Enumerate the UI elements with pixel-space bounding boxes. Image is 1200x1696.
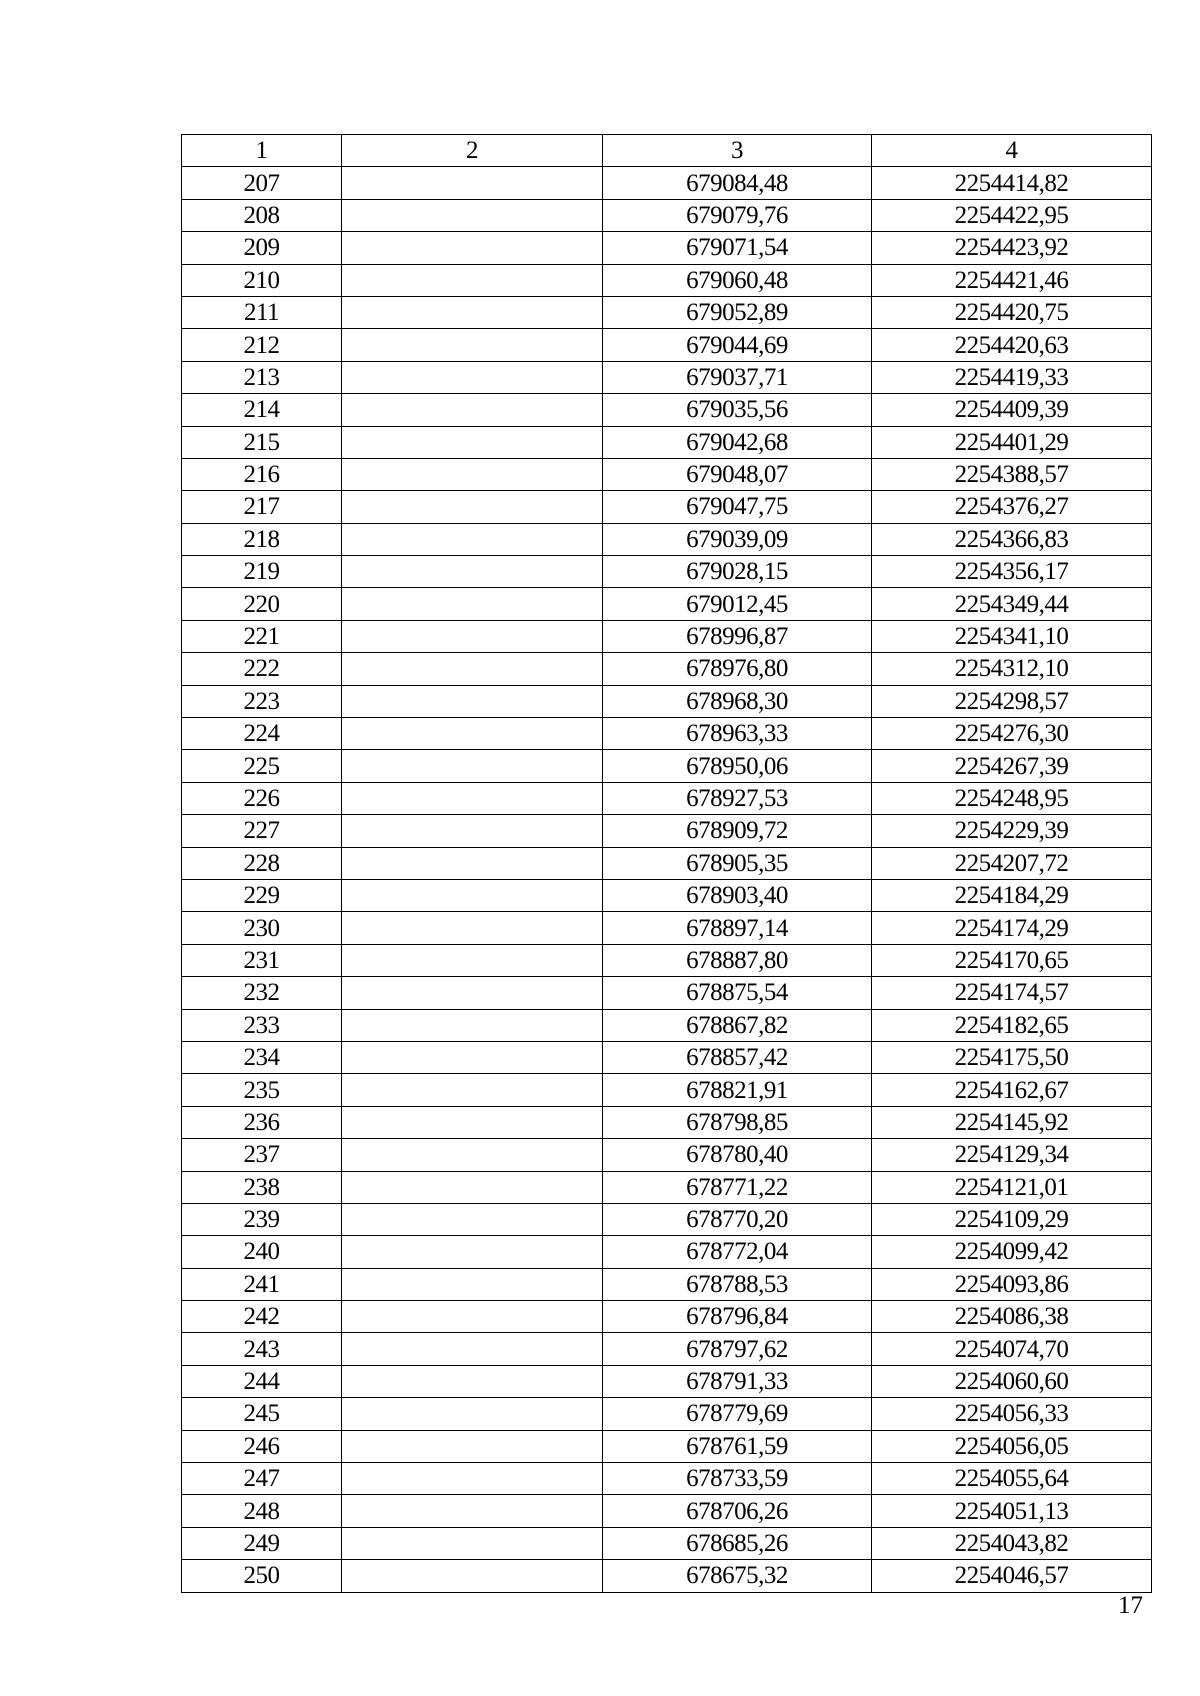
column-2-cell <box>342 556 603 588</box>
table-row <box>182 1171 1152 1203</box>
point-number-cell: 231 <box>182 944 342 976</box>
column-2-cell <box>342 620 603 652</box>
column-2-cell <box>342 1203 603 1235</box>
x-coordinate-cell: 678797,62 <box>603 1333 872 1365</box>
y-coordinate-cell: 2254099,42 <box>872 1236 1152 1268</box>
table-header-row <box>182 135 1152 167</box>
x-coordinate-cell: 678867,82 <box>603 1009 872 1041</box>
y-coordinate-cell: 2254349,44 <box>872 588 1152 620</box>
column-2-cell <box>342 361 603 393</box>
point-number-cell: 220 <box>182 588 342 620</box>
y-coordinate-cell: 2254055,64 <box>872 1463 1152 1495</box>
x-coordinate-cell: 678733,59 <box>603 1463 872 1495</box>
point-number-cell: 213 <box>182 361 342 393</box>
header-cell-4: 4 <box>872 135 1152 167</box>
x-coordinate-cell: 679052,89 <box>603 296 872 328</box>
x-coordinate-cell: 678887,80 <box>603 944 872 976</box>
column-2-cell <box>342 879 603 911</box>
point-number-cell: 236 <box>182 1106 342 1138</box>
x-coordinate-cell: 678788,53 <box>603 1268 872 1300</box>
table-row <box>182 620 1152 652</box>
y-coordinate-cell: 2254129,34 <box>872 1139 1152 1171</box>
x-coordinate-cell: 679048,07 <box>603 458 872 490</box>
point-number-cell: 219 <box>182 556 342 588</box>
table-row <box>182 782 1152 814</box>
y-coordinate-cell: 2254419,33 <box>872 361 1152 393</box>
x-coordinate-cell: 678857,42 <box>603 1041 872 1073</box>
point-number-cell: 237 <box>182 1139 342 1171</box>
y-coordinate-cell: 2254051,13 <box>872 1495 1152 1527</box>
table-row <box>182 1203 1152 1235</box>
x-coordinate-cell: 678770,20 <box>603 1203 872 1235</box>
column-2-cell <box>342 1365 603 1397</box>
column-2-cell <box>342 653 603 685</box>
point-number-cell: 216 <box>182 458 342 490</box>
point-number-cell: 211 <box>182 296 342 328</box>
x-coordinate-cell: 679047,75 <box>603 491 872 523</box>
table-row <box>182 847 1152 879</box>
table-row <box>182 361 1152 393</box>
y-coordinate-cell: 2254174,57 <box>872 977 1152 1009</box>
column-2-cell <box>342 329 603 361</box>
point-number-cell: 229 <box>182 879 342 911</box>
point-number-cell: 247 <box>182 1463 342 1495</box>
y-coordinate-cell: 2254414,82 <box>872 167 1152 199</box>
y-coordinate-cell: 2254276,30 <box>872 718 1152 750</box>
table-row <box>182 1333 1152 1365</box>
y-coordinate-cell: 2254298,57 <box>872 685 1152 717</box>
y-coordinate-cell: 2254162,67 <box>872 1074 1152 1106</box>
y-coordinate-cell: 2254420,63 <box>872 329 1152 361</box>
y-coordinate-cell: 2254312,10 <box>872 653 1152 685</box>
x-coordinate-cell: 678897,14 <box>603 912 872 944</box>
column-2-cell <box>342 1463 603 1495</box>
x-coordinate-cell: 679028,15 <box>603 556 872 588</box>
column-2-cell <box>342 1495 603 1527</box>
column-2-cell <box>342 167 603 199</box>
column-2-cell <box>342 718 603 750</box>
x-coordinate-cell: 678976,80 <box>603 653 872 685</box>
point-number-cell: 242 <box>182 1301 342 1333</box>
column-2-cell <box>342 847 603 879</box>
point-number-cell: 246 <box>182 1430 342 1462</box>
y-coordinate-cell: 2254043,82 <box>872 1527 1152 1559</box>
column-2-cell <box>342 458 603 490</box>
y-coordinate-cell: 2254145,92 <box>872 1106 1152 1138</box>
table-row <box>182 556 1152 588</box>
y-coordinate-cell: 2254175,50 <box>872 1041 1152 1073</box>
column-2-cell <box>342 426 603 458</box>
y-coordinate-cell: 2254184,29 <box>872 879 1152 911</box>
x-coordinate-cell: 678779,69 <box>603 1398 872 1430</box>
y-coordinate-cell: 2254109,29 <box>872 1203 1152 1235</box>
table-row <box>182 685 1152 717</box>
point-number-cell: 217 <box>182 491 342 523</box>
x-coordinate-cell: 679042,68 <box>603 426 872 458</box>
column-2-cell <box>342 912 603 944</box>
table-row <box>182 588 1152 620</box>
table-row <box>182 653 1152 685</box>
point-number-cell: 241 <box>182 1268 342 1300</box>
column-2-cell <box>342 588 603 620</box>
column-2-cell <box>342 685 603 717</box>
x-coordinate-cell: 678950,06 <box>603 750 872 782</box>
x-coordinate-cell: 678927,53 <box>603 782 872 814</box>
y-coordinate-cell: 2254207,72 <box>872 847 1152 879</box>
table-row <box>182 1009 1152 1041</box>
column-2-cell <box>342 394 603 426</box>
column-2-cell <box>342 199 603 231</box>
column-2-cell <box>342 1268 603 1300</box>
x-coordinate-cell: 679084,48 <box>603 167 872 199</box>
y-coordinate-cell: 2254248,95 <box>872 782 1152 814</box>
x-coordinate-cell: 678761,59 <box>603 1430 872 1462</box>
table-row <box>182 1398 1152 1430</box>
x-coordinate-cell: 679079,76 <box>603 199 872 231</box>
table-row <box>182 394 1152 426</box>
table-row <box>182 329 1152 361</box>
table-row <box>182 458 1152 490</box>
point-number-cell: 218 <box>182 523 342 555</box>
column-2-cell <box>342 750 603 782</box>
column-2-cell <box>342 1139 603 1171</box>
y-coordinate-cell: 2254121,01 <box>872 1171 1152 1203</box>
table-row <box>182 912 1152 944</box>
header-cell-2: 2 <box>342 135 603 167</box>
point-number-cell: 208 <box>182 199 342 231</box>
y-coordinate-cell: 2254170,65 <box>872 944 1152 976</box>
point-number-cell: 244 <box>182 1365 342 1397</box>
x-coordinate-cell: 679060,48 <box>603 264 872 296</box>
column-2-cell <box>342 815 603 847</box>
x-coordinate-cell: 679035,56 <box>603 394 872 426</box>
y-coordinate-cell: 2254388,57 <box>872 458 1152 490</box>
header-cell-1: 1 <box>182 135 342 167</box>
y-coordinate-cell: 2254093,86 <box>872 1268 1152 1300</box>
x-coordinate-cell: 678772,04 <box>603 1236 872 1268</box>
column-2-cell <box>342 977 603 1009</box>
point-number-cell: 250 <box>182 1560 342 1592</box>
point-number-cell: 234 <box>182 1041 342 1073</box>
x-coordinate-cell: 679012,45 <box>603 588 872 620</box>
point-number-cell: 214 <box>182 394 342 426</box>
point-number-cell: 233 <box>182 1009 342 1041</box>
y-coordinate-cell: 2254421,46 <box>872 264 1152 296</box>
x-coordinate-cell: 679039,09 <box>603 523 872 555</box>
column-2-cell <box>342 296 603 328</box>
y-coordinate-cell: 2254056,33 <box>872 1398 1152 1430</box>
x-coordinate-cell: 679071,54 <box>603 232 872 264</box>
point-number-cell: 221 <box>182 620 342 652</box>
point-number-cell: 223 <box>182 685 342 717</box>
column-2-cell <box>342 1074 603 1106</box>
table-row <box>182 1236 1152 1268</box>
column-2-cell <box>342 1236 603 1268</box>
column-2-cell <box>342 523 603 555</box>
y-coordinate-cell: 2254409,39 <box>872 394 1152 426</box>
y-coordinate-cell: 2254267,39 <box>872 750 1152 782</box>
column-2-cell <box>342 491 603 523</box>
table-body <box>182 135 1152 1593</box>
column-2-cell <box>342 1106 603 1138</box>
y-coordinate-cell: 2254074,70 <box>872 1333 1152 1365</box>
point-number-cell: 210 <box>182 264 342 296</box>
point-number-cell: 207 <box>182 167 342 199</box>
y-coordinate-cell: 2254420,75 <box>872 296 1152 328</box>
x-coordinate-cell: 678771,22 <box>603 1171 872 1203</box>
y-coordinate-cell: 2254366,83 <box>872 523 1152 555</box>
point-number-cell: 212 <box>182 329 342 361</box>
point-number-cell: 235 <box>182 1074 342 1106</box>
point-number-cell: 227 <box>182 815 342 847</box>
coordinates-table <box>181 134 1152 1593</box>
table-row <box>182 1041 1152 1073</box>
y-coordinate-cell: 2254056,05 <box>872 1430 1152 1462</box>
y-coordinate-cell: 2254376,27 <box>872 491 1152 523</box>
x-coordinate-cell: 678706,26 <box>603 1495 872 1527</box>
table-row <box>182 1495 1152 1527</box>
column-2-cell <box>342 1560 603 1592</box>
y-coordinate-cell: 2254060,60 <box>872 1365 1152 1397</box>
y-coordinate-cell: 2254046,57 <box>872 1560 1152 1592</box>
x-coordinate-cell: 678798,85 <box>603 1106 872 1138</box>
table-row <box>182 1268 1152 1300</box>
point-number-cell: 215 <box>182 426 342 458</box>
x-coordinate-cell: 679044,69 <box>603 329 872 361</box>
x-coordinate-cell: 678963,33 <box>603 718 872 750</box>
point-number-cell: 209 <box>182 232 342 264</box>
x-coordinate-cell: 678791,33 <box>603 1365 872 1397</box>
y-coordinate-cell: 2254423,92 <box>872 232 1152 264</box>
column-2-cell <box>342 944 603 976</box>
y-coordinate-cell: 2254401,29 <box>872 426 1152 458</box>
point-number-cell: 238 <box>182 1171 342 1203</box>
x-coordinate-cell: 678968,30 <box>603 685 872 717</box>
column-2-cell <box>342 1301 603 1333</box>
point-number-cell: 245 <box>182 1398 342 1430</box>
table-row <box>182 523 1152 555</box>
column-2-cell <box>342 1430 603 1462</box>
column-2-cell <box>342 232 603 264</box>
table-row <box>182 1139 1152 1171</box>
table-row <box>182 167 1152 199</box>
x-coordinate-cell: 678780,40 <box>603 1139 872 1171</box>
column-2-cell <box>342 1041 603 1073</box>
table-row <box>182 1527 1152 1559</box>
table-row <box>182 1074 1152 1106</box>
table-row <box>182 264 1152 296</box>
point-number-cell: 226 <box>182 782 342 814</box>
table-row <box>182 879 1152 911</box>
point-number-cell: 243 <box>182 1333 342 1365</box>
x-coordinate-cell: 678685,26 <box>603 1527 872 1559</box>
y-coordinate-cell: 2254356,17 <box>872 556 1152 588</box>
point-number-cell: 232 <box>182 977 342 1009</box>
x-coordinate-cell: 678903,40 <box>603 879 872 911</box>
table-row <box>182 426 1152 458</box>
y-coordinate-cell: 2254086,38 <box>872 1301 1152 1333</box>
point-number-cell: 240 <box>182 1236 342 1268</box>
x-coordinate-cell: 679037,71 <box>603 361 872 393</box>
x-coordinate-cell: 678821,91 <box>603 1074 872 1106</box>
page-number: 17 <box>1118 1592 1143 1619</box>
table-row <box>182 718 1152 750</box>
y-coordinate-cell: 2254341,10 <box>872 620 1152 652</box>
table-row <box>182 750 1152 782</box>
x-coordinate-cell: 678905,35 <box>603 847 872 879</box>
table-row <box>182 1560 1152 1592</box>
table-row <box>182 1430 1152 1462</box>
x-coordinate-cell: 678909,72 <box>603 815 872 847</box>
point-number-cell: 224 <box>182 718 342 750</box>
table-row <box>182 1365 1152 1397</box>
table-row <box>182 815 1152 847</box>
point-number-cell: 228 <box>182 847 342 879</box>
point-number-cell: 225 <box>182 750 342 782</box>
y-coordinate-cell: 2254182,65 <box>872 1009 1152 1041</box>
table-row <box>182 1463 1152 1495</box>
x-coordinate-cell: 678875,54 <box>603 977 872 1009</box>
table-row <box>182 1106 1152 1138</box>
point-number-cell: 249 <box>182 1527 342 1559</box>
point-number-cell: 239 <box>182 1203 342 1235</box>
y-coordinate-cell: 2254229,39 <box>872 815 1152 847</box>
x-coordinate-cell: 678796,84 <box>603 1301 872 1333</box>
point-number-cell: 230 <box>182 912 342 944</box>
column-2-cell <box>342 264 603 296</box>
x-coordinate-cell: 678996,87 <box>603 620 872 652</box>
y-coordinate-cell: 2254174,29 <box>872 912 1152 944</box>
table-row <box>182 296 1152 328</box>
table-row <box>182 977 1152 1009</box>
header-cell-3: 3 <box>603 135 872 167</box>
table-row <box>182 491 1152 523</box>
column-2-cell <box>342 1009 603 1041</box>
table-row <box>182 232 1152 264</box>
column-2-cell <box>342 782 603 814</box>
y-coordinate-cell: 2254422,95 <box>872 199 1152 231</box>
column-2-cell <box>342 1171 603 1203</box>
column-2-cell <box>342 1333 603 1365</box>
column-2-cell <box>342 1527 603 1559</box>
table-row <box>182 944 1152 976</box>
point-number-cell: 248 <box>182 1495 342 1527</box>
column-2-cell <box>342 1398 603 1430</box>
point-number-cell: 222 <box>182 653 342 685</box>
table-row <box>182 1301 1152 1333</box>
table-row <box>182 199 1152 231</box>
x-coordinate-cell: 678675,32 <box>603 1560 872 1592</box>
